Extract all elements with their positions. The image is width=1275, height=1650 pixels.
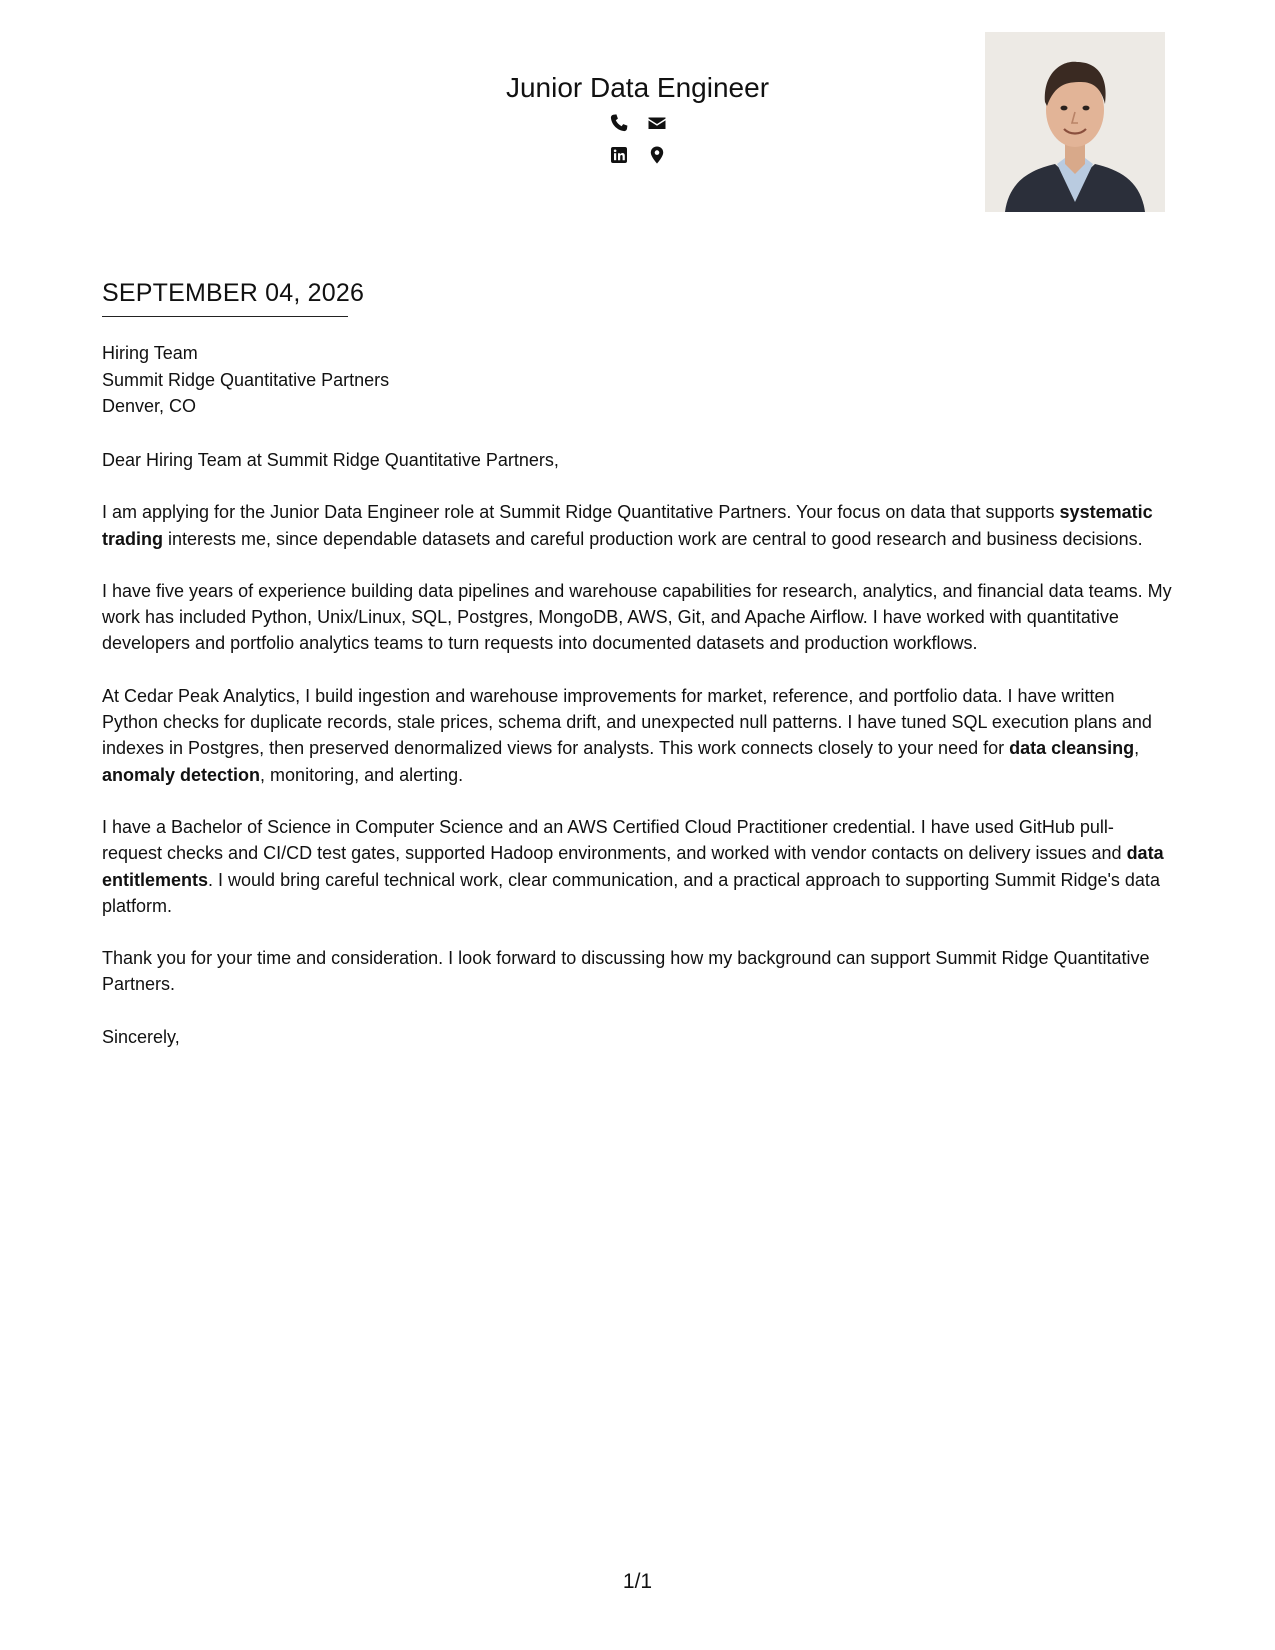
map-pin-icon[interactable] [647,145,667,165]
emphasis-text: data cleansing [1009,738,1135,759]
phone-icon[interactable] [609,113,629,133]
emphasis-text: systematic trading [102,502,1153,549]
paragraph-text: I have a Bachelor of Science in Computer Science and an AWS Certified Cloud Practitioner credential. I have used GitHub pull-request checks and CI/CD test gates, supported Hadoop environments, and worked with vendor contacts on delivery issues and [102,816,1127,864]
paragraph-text: , [1134,738,1140,759]
letter-body [102,447,1172,1076]
closing: Sincerely, [102,1026,180,1047]
paragraph-text: , monitoring, and alerting. [260,764,464,785]
paragraph-4 [102,814,1172,919]
profile-photo [985,32,1165,212]
page-title: Junior Data Engineer [505,72,770,103]
paragraph-2: I have five years of experience building data pipelines and warehouse capabilities for research, analytics, and financial data teams. My work has included Python, Unix/Linux, SQL, Postgres, MongoDB, AWS, Git, and Apache Airflow. I have worked with quantitative developers and portfolio analytics teams to turn requests into documented datasets and production workflows. [102,580,1172,654]
recipient-company: Summit Ridge Quantitative Partners [102,369,390,390]
paragraph-5: Thank you for your time and consideration. I look forward to discussing how my background can support Summit Ridge Quantitative Partners. [102,948,1150,995]
paragraph-3 [102,683,1172,788]
linkedin-icon[interactable] [609,145,629,165]
recipient-address [102,340,702,420]
paragraph-1 [102,499,1172,552]
paragraph-text: . I would bring careful technical work, clear communication, and a practical approach to supporting Summit Ridge's data platform. [102,869,1160,916]
date-heading: SEPTEMBER 04, 2026 [102,279,348,317]
recipient-line: Hiring Team [102,343,198,363]
portrait-image [985,32,1165,212]
paragraph-text: At Cedar Peak Analytics, I build ingestion and warehouse improvements for market, reference, and portfolio data. I have written Python checks for duplicate records, stale prices, schema drift, and unexpected null patterns. I have tuned SQL execution plans and indexes in Postgres, then preserved denormalized views for analysts. This work connects closely to your need for [102,685,1152,759]
emphasis-text: data entitlements [102,843,1164,890]
page-number: 1/1 [622,1570,653,1593]
recipient-location: Denver, CO [102,396,197,416]
salutation: Dear Hiring Team at Summit Ridge Quantitative Partners, [102,450,559,470]
paragraph-text: I am applying for the Junior Data Engineer role at Summit Ridge Quantitative Partners. Your focus on data that supports [102,502,1060,523]
emphasis-text: anomaly detection [102,764,261,785]
envelope-icon[interactable] [647,113,667,133]
paragraph-text: interests me, since dependable datasets and careful production work are central to good research and business decisions. [163,528,1143,549]
